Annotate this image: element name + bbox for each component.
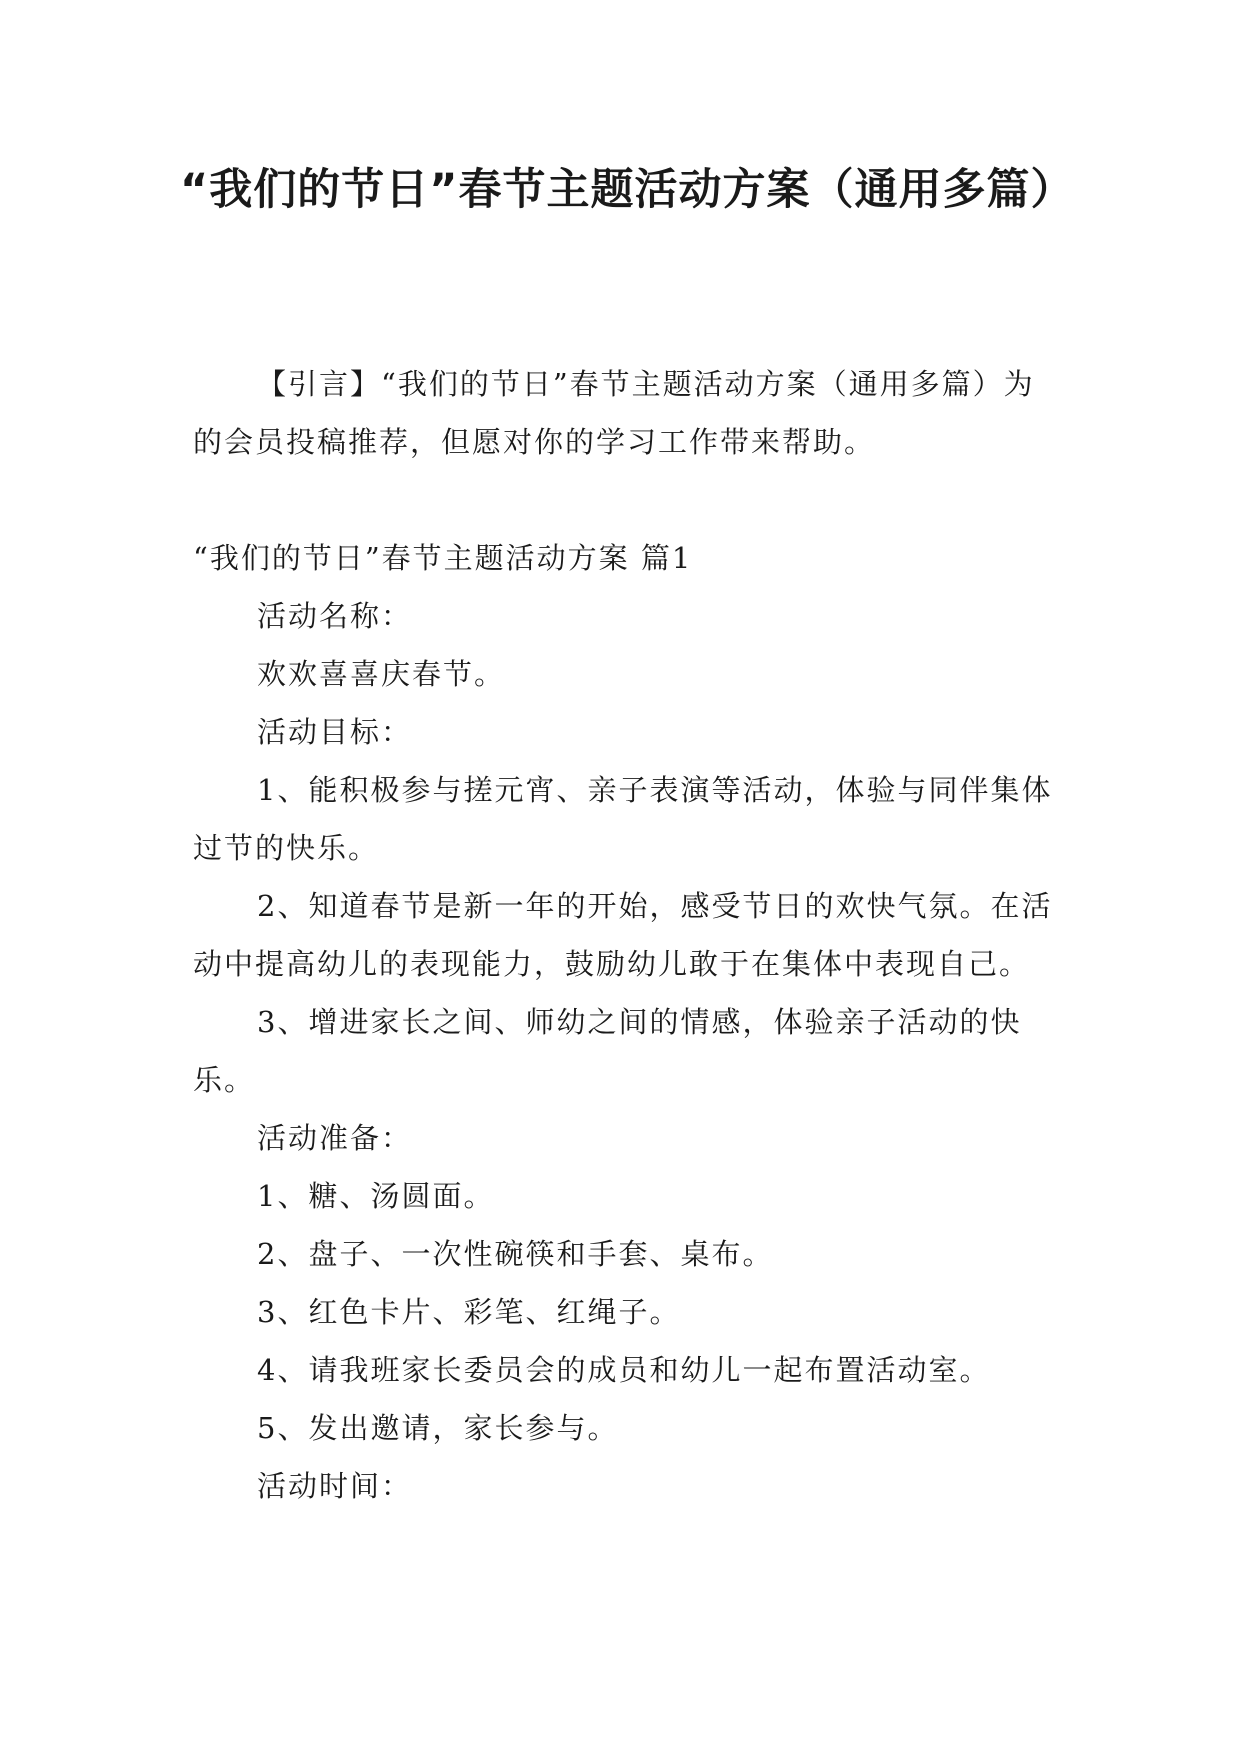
section-heading: “我们的节日”春节主题活动方案 篇1	[193, 541, 693, 575]
paragraph-goal-1: 1、能积极参与搓元宵、亲子表演等活动，体验与同伴集体过节的快乐。	[193, 773, 1053, 865]
paragraph-goal-3: 3、增进家长之间、师幼之间的情感，体验亲子活动的快乐。	[193, 1005, 1022, 1097]
paragraph-prep-1: 1、糖、汤圆面。	[257, 1179, 495, 1213]
paragraph-goal-2: 2、知道春节是新一年的开始，感受节日的欢快气氛。在活动中提高幼儿的表现能力，鼓励幼儿敢于在集体中表现自己。	[193, 889, 1053, 981]
paragraph-activity-name-label: 活动名称：	[257, 599, 413, 633]
spacer	[193, 471, 1053, 529]
paragraph-activity-name: 欢欢喜喜庆春节。	[257, 657, 506, 691]
paragraph-prep-3: 3、红色卡片、彩笔、红绳子。	[257, 1295, 681, 1329]
paragraph-prep-5: 5、发出邀请，家长参与。	[257, 1411, 619, 1445]
paragraph-goals-label: 活动目标：	[257, 715, 413, 749]
document-title: “我们的节日”春节主题活动方案（通用多篇）	[180, 165, 1075, 215]
paragraph-time-label: 活动时间：	[257, 1469, 413, 1503]
paragraph-prep-4: 4、请我班家长委员会的成员和幼儿一起布置活动室。	[257, 1353, 991, 1387]
paragraph-prep-label: 活动准备：	[257, 1121, 413, 1155]
paragraph-prep-2: 2、盘子、一次性碗筷和手套、桌布。	[257, 1237, 774, 1271]
document-body	[193, 355, 1053, 1515]
intro-paragraph: 【引言】“我们的节日”春节主题活动方案（通用多篇）为的会员投稿推荐，但愿对你的学习工作带来帮助。	[193, 367, 1035, 459]
